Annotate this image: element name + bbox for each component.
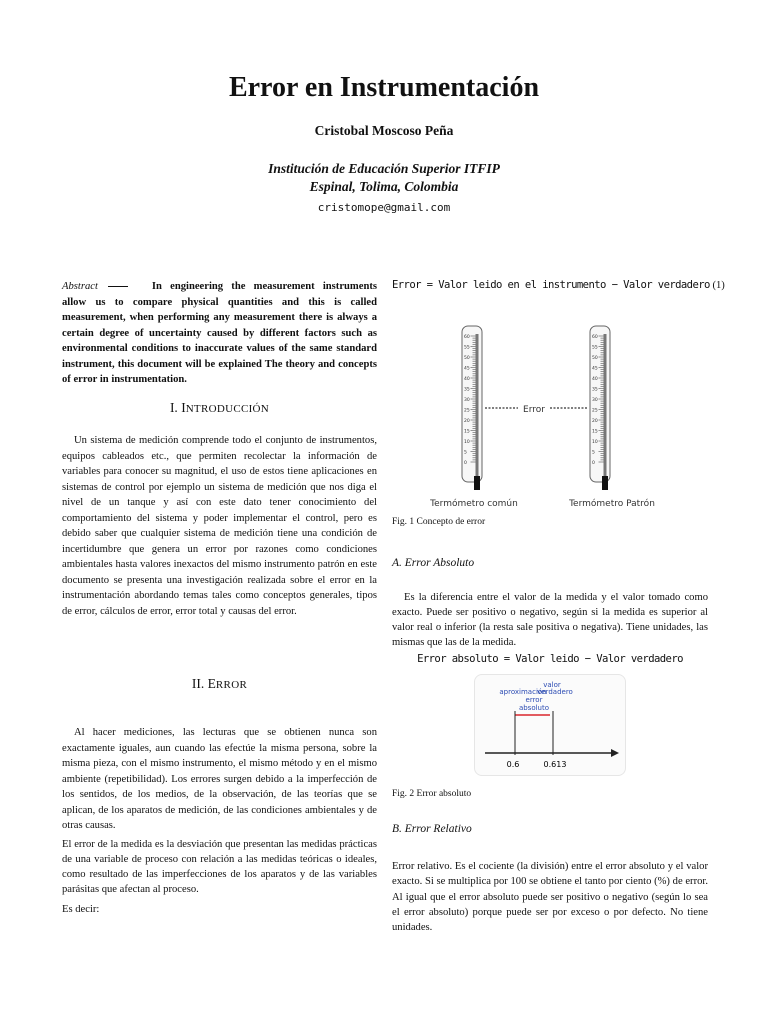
label-valor: valor	[543, 681, 561, 689]
scale-label: 55	[592, 345, 598, 351]
scale-label: 0	[464, 461, 467, 466]
scale-label: 60	[464, 335, 470, 340]
author-email: cristomope@gmail.com	[317, 201, 451, 214]
page-title: Error en Instrumentación	[228, 72, 540, 103]
scale-label: 50	[592, 356, 598, 361]
scale-label: 0	[592, 461, 595, 466]
number-line-arrowhead	[611, 749, 619, 757]
error-paragraph-2: El error de la medida es la desviación que presentan las medidas prácticas de una variable de proceso con relación a las medidas teóricas o ideales, como resultado de las imperfecciones de los aparatos y de las variables parásitas que afectan al proceso.	[62, 839, 377, 895]
scale-label: 45	[464, 366, 470, 372]
thermometer-common-label: Termómetro común	[430, 499, 518, 509]
figure-1-thermometers	[430, 322, 670, 512]
label-aproximacion: aproximación	[499, 688, 547, 696]
label-verdadero: verdadero	[537, 688, 573, 696]
scale-label: 60	[592, 335, 598, 340]
figure-1-caption: Fig. 1 Concepto de error	[392, 517, 486, 527]
abstract	[62, 279, 377, 388]
scale-label: 15	[464, 429, 470, 435]
error-relativo-paragraph: Error relativo. Es el cociente (la división) entre el error absoluto y el valor exacto. Si se multiplica por 100 se obtiene el tanto por ciento (%) de error. Al igual que el error absoluto puede ser positivo o negativo (según lo sea el error absoluto) porque puede ser por exceso o por defecto. No tiene unidades.	[392, 861, 708, 934]
section-numeral: II.	[191, 676, 208, 691]
thermometer-standard-tube	[604, 334, 607, 478]
tick-label-right: 0.613	[543, 760, 567, 769]
equation-1-text: Error = Valor leido en el instrumento − Valor verdadero	[392, 279, 710, 291]
label-absoluto: absoluto	[518, 704, 550, 712]
thermometer-common-tube	[476, 334, 479, 478]
institution-line-1: Institución de Educación Superior ITFIP	[268, 161, 500, 176]
thermometer-standard	[590, 326, 610, 490]
abstract-dash	[108, 286, 128, 287]
scale-label: 20	[592, 419, 598, 424]
scale-label: 5	[592, 450, 595, 456]
thermometer-standard-label: Termómetro Patrón	[569, 499, 655, 509]
scale-label: 10	[592, 440, 598, 445]
thermometer-standard-bulb	[602, 476, 608, 490]
scale-label: 10	[464, 440, 470, 445]
scale-label: 15	[592, 429, 598, 435]
scale-label: 30	[464, 398, 470, 403]
scale-label: 45	[592, 366, 598, 372]
section-numeral: I.	[169, 400, 182, 415]
intro-paragraph: Un sistema de medición comprende todo el conjunto de instrumentos, equipos cableados etc., que permiten recolectar la información de variables para conocer su magnitud, el uso de estos tiene aplicaciones en sistemas de control por ejemplo un sistema de medición que nos diga el nivel de un tanque y así con este dato tener conocimiento del comportamiento del sistema y poder implementar el control, pero es debido saber que cualquier sistema de medición tiene una condición de incertidumbre que genera un error por razones como condiciones ambientales hasta valores inexactos del mismo instrumento patrón en este documento se presenta una investigación realizada sobre el error en la instrumentación abordando temas tales como conceptos generales, tipos de error, cálculos de error, error total y causas del error.	[62, 435, 377, 617]
scale-label: 5	[464, 450, 467, 456]
scale-label: 50	[464, 356, 470, 361]
institution-line-2: Espinal, Tolima, Colombia	[309, 179, 459, 194]
error-absoluto-paragraph: Es la diferencia entre el valor de la medida y el valor tomado como exacto. Puede ser positivo o negativo, según si la medida es superior al valor real o inferior (la resta sale positiva o negativa). Tiene unidades, las mismas que las de la medida.	[392, 592, 708, 648]
section-title-rest: NTRODUCCIÓN	[185, 403, 270, 415]
figure-2-caption: Fig. 2 Error absoluto	[392, 789, 472, 799]
subsection-heading-error-relativo: B. Error Relativo	[392, 823, 472, 835]
equation-1	[392, 279, 725, 291]
scale-label: 55	[464, 345, 470, 351]
scale-label: 40	[592, 377, 598, 382]
scale-label: 20	[464, 419, 470, 424]
section-title-rest: RROR	[215, 679, 248, 691]
author-name: Cristobal Moscoso Peña	[314, 123, 454, 138]
subsection-heading-error-absoluto: A. Error Absoluto	[392, 557, 475, 569]
figure-2-number-line	[474, 674, 626, 776]
abstract-text: In engineering the measurement instruments allow us to compare physical quantities and this is called measurement, when performing any measurement there is always a certain degree of uncertainty caused by different factors such as environmental conditions to inaccurate values of the same standard instrument, this document will be explained The theory and concepts of error in instrumentation.	[62, 281, 377, 385]
label-error: error	[525, 696, 543, 704]
scale-label: 35	[592, 387, 598, 393]
section-heading-error	[62, 676, 377, 692]
section-initial: E	[207, 676, 216, 691]
section-initial: I	[181, 400, 186, 415]
thermometer-common-bulb	[474, 476, 480, 490]
error-label: Error	[523, 405, 545, 415]
error-paragraph-1: Al hacer mediciones, las lecturas que se obtienen nunca son exactamente iguales, aun cuando las efectúe la misma persona, sobre la misma pieza, con el mismo instrumento, el mismo método y en el mismo ambiente (repetibilidad). Los errores surgen debido a la imperfección de los sentidos, de los medios, de la observación, de las teorías que se aplican, de los aparatos de medición, de las condiciones ambientales y de otras causas.	[62, 727, 377, 831]
equation-error-absoluto: Error absoluto = Valor leido − Valor verdadero	[417, 653, 683, 665]
thermometer-common	[462, 326, 482, 490]
scale-label: 25	[464, 408, 470, 414]
tick-label-left: 0.6	[506, 760, 520, 769]
scale-label: 35	[464, 387, 470, 393]
abstract-label: Abstract	[62, 281, 98, 292]
error-paragraph-3: Es decir:	[62, 904, 100, 915]
scale-label: 30	[592, 398, 598, 403]
scale-label: 25	[592, 408, 598, 414]
section-heading-introduccion	[62, 400, 377, 416]
scale-label: 40	[464, 377, 470, 382]
equation-1-number: (1)	[709, 280, 725, 291]
